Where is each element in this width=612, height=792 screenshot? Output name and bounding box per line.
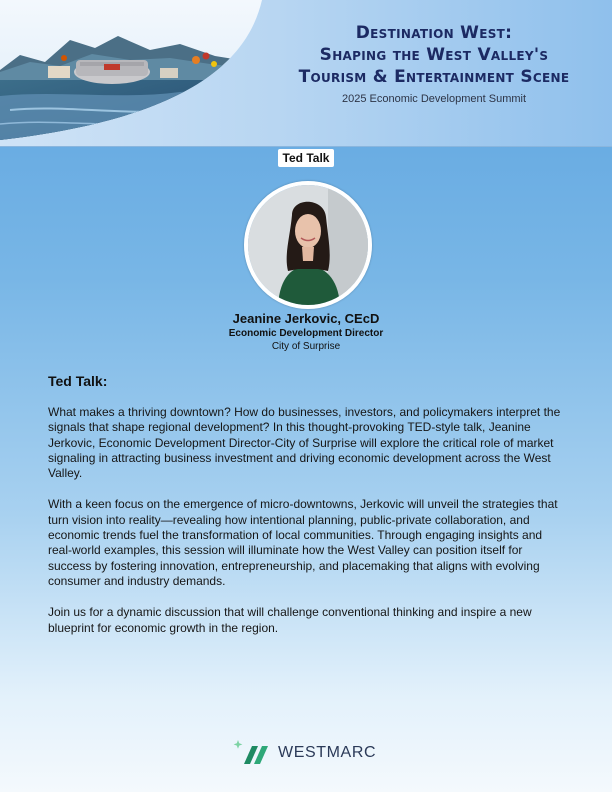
speaker-info <box>156 311 456 353</box>
westmarc-logo <box>232 738 382 768</box>
section-heading: Ted Talk: <box>48 373 108 389</box>
westmarc-mark-icon <box>232 738 276 768</box>
speaker-title: Economic Development Director <box>228 328 384 339</box>
title-line: Shaping the West Valley's <box>319 45 549 65</box>
session-description <box>48 405 568 652</box>
event-subtitle: 2025 Economic Development Summit <box>341 93 527 105</box>
event-title <box>262 22 606 88</box>
title-line: Destination West: <box>355 23 513 43</box>
speaker-organization: City of Surprise <box>271 341 341 352</box>
stadium-landscape-illustration <box>0 0 290 146</box>
description-paragraph: With a keen focus on the emergence of micro-downtowns, Jerkovic will unveil the strategies that turn vision into reality—revealing how intentional planning, public-private collaboration, and economic trends fuel the transformation of local communities. Through engaging insights and real-world examples, this session will illuminate how the West Valley can position itself for success by fostering innovation, entrepreneurship, and placemaking that aligns with evolving consumer and industry demands. <box>48 497 558 588</box>
session-type-badge: Ted Talk <box>278 149 334 167</box>
logo-wordmark: WESTMARC <box>278 744 377 761</box>
description-paragraph: Join us for a dynamic discussion that will challenge conventional thinking and inspire a new blueprint for economic growth in the region. <box>48 605 532 635</box>
description-paragraph: What makes a thriving downtown? How do businesses, investors, and policymakers interpret the signals that shape regional development? In this thought-provoking TED-style talk, Jeanine Jerkovic, Economic Development Director-City of Surprise will explore the critical role of market signaling in attracting business investment and driving economic development across the West Valley. <box>48 405 561 481</box>
speaker-name: Jeanine Jerkovic, CEcD <box>232 311 380 326</box>
header-banner <box>0 0 612 147</box>
title-line: Tourism & Entertainment Scene <box>298 67 570 87</box>
speaker-photo <box>244 181 372 309</box>
